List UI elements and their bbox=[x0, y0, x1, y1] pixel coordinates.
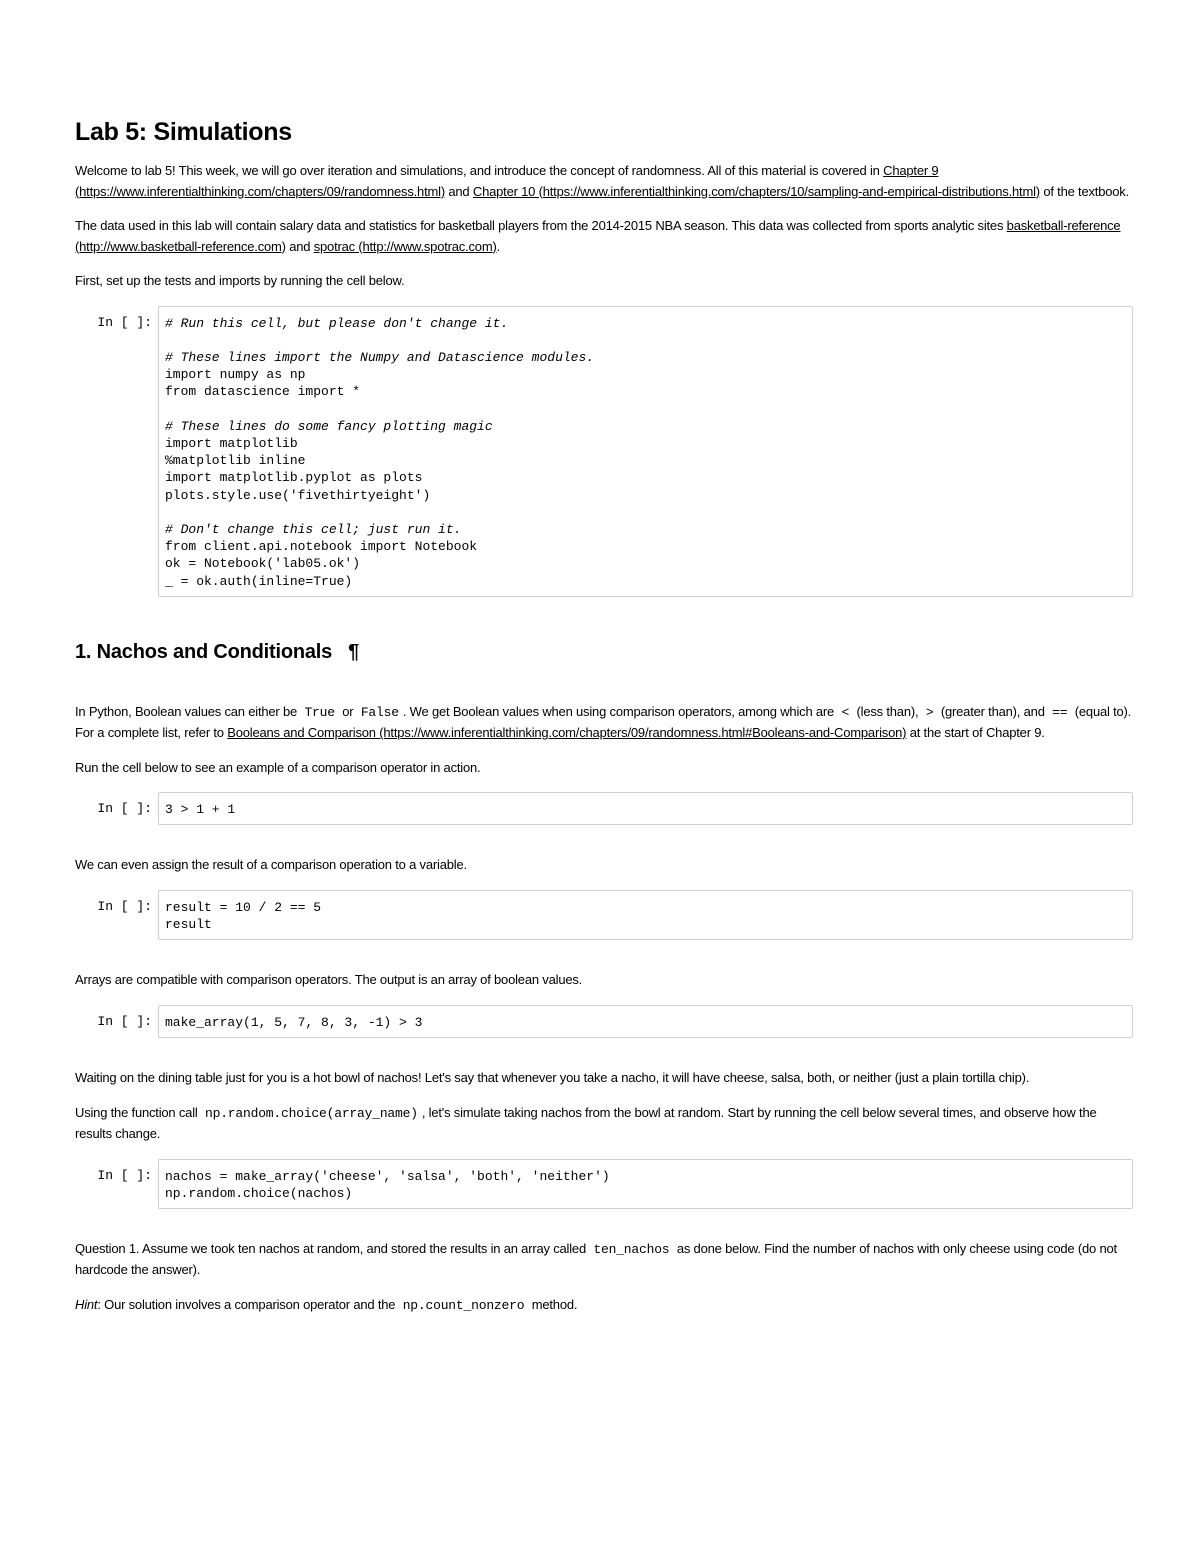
code-line: from datascience import * bbox=[165, 384, 361, 400]
nachos-paragraph: Waiting on the dining table just for you is a hot bowl of nachos! Let's say that whenever you take a nacho, it will have cheese, salsa, both, or neither (just a plain tortilla chip). bbox=[75, 1070, 1030, 1086]
chapter-10-link[interactable]: Chapter 10 (https://www.inferentialthinking.com/chapters/10/sampling-and-empirical-distributions.html) bbox=[472, 183, 1040, 199]
code-line: result = 10 / 2 == 5 bbox=[165, 899, 322, 915]
code-line: # These lines import the Numpy and Datascience modules. bbox=[165, 349, 595, 365]
code-line: from client.api.notebook import Notebook bbox=[165, 539, 478, 555]
random-choice-paragraph: Using the function call np.random.choice(array_name) , let's simulate taking nachos from the bowl at random. Start by running the cell below several times, and observe how the results change. bbox=[75, 1104, 1097, 1142]
code-input-setup[interactable] bbox=[158, 306, 1133, 597]
basketball-reference-link[interactable]: basketball-reference (http://www.basketball-reference.com) bbox=[75, 218, 1121, 254]
arrays-paragraph: Arrays are compatible with comparison operators. The output is an array of boolean values. bbox=[75, 972, 583, 988]
code-line: # These lines do some fancy plotting magic bbox=[165, 418, 493, 434]
code-line bbox=[165, 332, 1126, 349]
booleans-paragraph: In Python, Boolean values can either be True or False . We get Boolean values when using comparison operators, among which are < (less than), > (greater than), and == (equal to). For a complete list, refer to Booleans and Comparison (https://www.inferentialthinking.com/chapters/09/randomness.html#Booleans-and-Comparison) at the start of Chapter 9. bbox=[75, 703, 1132, 741]
cell-prompt: In [ ]: bbox=[97, 1167, 152, 1183]
code-cell-nachos bbox=[75, 1159, 1135, 1209]
cell-prompt: In [ ]: bbox=[97, 898, 152, 914]
code-line: result bbox=[165, 917, 212, 933]
hint-paragraph: Hint: Our solution involves a comparison operator and the np.count_nonzero method. bbox=[75, 1296, 578, 1313]
code-cell-setup bbox=[75, 306, 1135, 597]
intro-paragraph-2: The data used in this lab will contain salary data and statistics for basketball players from the 2014-2015 NBA season. This data was collected from sports analytic sites basketball-reference (http://www.basketball-reference.com) and spotrac (http://www.spotrac.com). bbox=[75, 218, 1121, 254]
code-line: import matplotlib.pyplot as plots bbox=[165, 470, 423, 486]
code-line: # Run this cell, but please don't change it. bbox=[165, 315, 509, 331]
code-cell-array bbox=[75, 1005, 1135, 1038]
section-heading: 1. Nachos and Conditionals ¶ bbox=[75, 640, 359, 663]
code-line bbox=[165, 401, 1126, 418]
code-line: ok = Notebook('lab05.ok') bbox=[165, 556, 361, 572]
cell-prompt: In [ ]: bbox=[97, 314, 152, 330]
code-input-nachos[interactable] bbox=[158, 1159, 1133, 1209]
code-input-assign[interactable] bbox=[158, 890, 1133, 940]
chapter-9-link[interactable]: Chapter 9 (https://www.inferentialthinking.com/chapters/09/randomness.html) bbox=[75, 163, 939, 199]
code-line: plots.style.use('fivethirtyeight') bbox=[165, 487, 431, 503]
code-line: _ = ok.auth(inline=True) bbox=[165, 573, 353, 589]
question-1-paragraph: Question 1. Assume we took ten nachos at random, and stored the results in an array called ten_nachos as done below. Find the number of nachos with only cheese using code (do not hardcode the answer). bbox=[75, 1240, 1117, 1278]
code-line: %matplotlib inline bbox=[165, 453, 306, 469]
code-line: np.random.choice(nachos) bbox=[165, 1185, 353, 1201]
code-line: # Don't change this cell; just run it. bbox=[165, 521, 462, 537]
code-line: import numpy as np bbox=[165, 367, 306, 383]
anchor-link[interactable]: ¶ bbox=[348, 640, 359, 663]
spotrac-link[interactable]: spotrac (http://www.spotrac.com) bbox=[313, 238, 497, 254]
code-line: nachos = make_array('cheese', 'salsa', 'both', 'neither') bbox=[165, 1168, 610, 1184]
intro-paragraph-1: Welcome to lab 5! This week, we will go over iteration and simulations, and introduce the concept of randomness. All of this material is covered in Chapter 9 (https://www.inferentialthinking.com/chapters/09/randomness.html) and Chapter 10 (https://www.inferentialthinking.com/chapters/10/sampling-and-empirical-distributions.html) of the textbook. bbox=[75, 163, 1130, 199]
assign-paragraph: We can even assign the result of a comparison operation to a variable. bbox=[75, 857, 467, 873]
comparison-intro-paragraph: Run the cell below to see an example of a comparison operator in action. bbox=[75, 759, 481, 775]
cell-prompt: In [ ]: bbox=[97, 1013, 152, 1029]
code-line: make_array(1, 5, 7, 8, 3, -1) > 3 bbox=[165, 1014, 423, 1030]
code-input-array[interactable] bbox=[158, 1005, 1133, 1038]
notebook-page bbox=[75, 118, 1135, 1330]
code-cell-assign bbox=[75, 890, 1135, 940]
code-line bbox=[165, 504, 1126, 521]
cell-prompt: In [ ]: bbox=[97, 801, 152, 817]
code-line: 3 > 1 + 1 bbox=[165, 802, 236, 818]
booleans-comparison-link[interactable]: Booleans and Comparison (https://www.inferentialthinking.com/chapters/09/randomness.html#Booleans-and-Comparison) bbox=[227, 725, 907, 741]
code-cell-comparison bbox=[75, 792, 1135, 825]
code-input-comparison[interactable] bbox=[158, 792, 1133, 825]
page-title: Lab 5: Simulations bbox=[75, 118, 292, 146]
intro-paragraph-3: First, set up the tests and imports by running the cell below. bbox=[75, 273, 405, 288]
code-line: import matplotlib bbox=[165, 435, 298, 451]
